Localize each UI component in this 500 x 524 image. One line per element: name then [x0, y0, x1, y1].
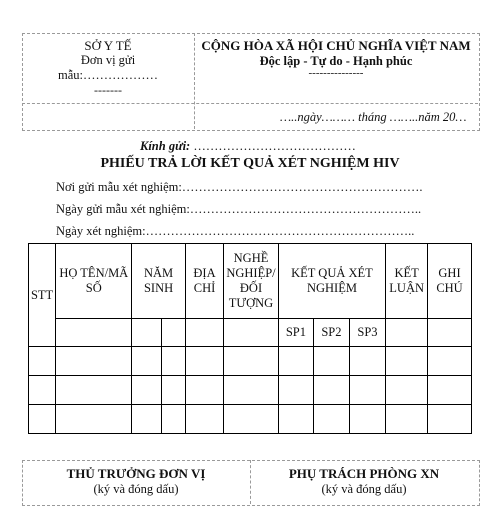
table-cell — [161, 319, 185, 347]
table-cell — [428, 405, 472, 434]
addressee-dots: ………………………………… — [193, 139, 356, 153]
table-row — [29, 376, 472, 405]
field-test-date — [56, 224, 414, 239]
table-cell — [428, 319, 472, 347]
right-signature-title: PHỤ TRÁCH PHÒNG XN — [288, 466, 440, 481]
right-signature-note: (ký và đóng dấu) — [321, 482, 407, 496]
field-sender — [56, 180, 423, 195]
table-cell — [56, 405, 132, 434]
org-name: SỞ Y TẾ — [84, 38, 132, 53]
table-cell — [428, 376, 472, 405]
table-row — [29, 405, 472, 434]
table-cell — [161, 347, 185, 376]
table-cell — [185, 347, 224, 376]
table-cell — [185, 319, 224, 347]
table-cell — [278, 376, 314, 405]
table-cell — [132, 347, 161, 376]
table-cell — [29, 376, 56, 405]
table-subheader-row — [29, 319, 472, 347]
left-signature-note: (ký và đóng dấu) — [93, 482, 179, 496]
field-label: Ngày xét nghiệm: — [56, 224, 146, 238]
table-cell — [29, 347, 56, 376]
field-label: Nơi gửi mẫu xét nghiệm: — [56, 180, 182, 194]
header-address: ĐỊA CHỈ — [185, 244, 224, 319]
field-dots: ……………………………………………………….. — [145, 224, 415, 238]
header-rule — [22, 103, 478, 104]
table-cell — [349, 347, 386, 376]
subheader-sp2: SP2 — [314, 319, 350, 347]
form-title: PHIẾU TRẢ LỜI KẾT QUẢ XÉT NGHIỆM HIV — [100, 156, 400, 171]
table-cell — [185, 405, 224, 434]
table-cell — [349, 376, 386, 405]
table-cell — [161, 376, 185, 405]
table-cell — [314, 405, 350, 434]
field-label: Ngày gửi mẫu xét nghiệm: — [56, 202, 190, 216]
motto: Độc lập - Tự do - Hạnh phúc — [259, 54, 413, 68]
table-cell — [386, 376, 428, 405]
table-cell — [278, 405, 314, 434]
motto-rule: --------------- — [308, 67, 364, 79]
table-cell — [349, 405, 386, 434]
table-cell — [185, 376, 224, 405]
table-cell — [224, 319, 278, 347]
subheader-sp1: SP1 — [278, 319, 314, 347]
table-cell — [224, 347, 278, 376]
results-table — [28, 243, 472, 434]
header-name: HỌ TÊN/MÃ SỐ — [56, 244, 132, 319]
table-row — [29, 347, 472, 376]
field-dots: ……………………………………………….. — [189, 202, 422, 216]
field-dots: …………………………………………………. — [181, 180, 423, 194]
left-signature-title: THỦ TRƯỞNG ĐƠN VỊ — [66, 466, 206, 481]
header-job: NGHỀ NGHIỆP/ ĐỐI TƯỢNG — [224, 244, 278, 319]
table-cell — [386, 405, 428, 434]
table-cell — [314, 376, 350, 405]
table-cell — [224, 376, 278, 405]
sample-dash: ------- — [94, 83, 122, 97]
addressee-line — [140, 139, 356, 154]
field-send-date — [56, 202, 421, 217]
date-line: …..ngày……… tháng ……..năm 20… — [280, 110, 467, 124]
table-cell — [386, 347, 428, 376]
table-cell — [132, 376, 161, 405]
table-cell — [56, 319, 132, 347]
table-cell — [56, 347, 132, 376]
table-cell — [314, 347, 350, 376]
table-cell — [224, 405, 278, 434]
table-header-row — [29, 244, 472, 319]
subheader-sp3: SP3 — [349, 319, 386, 347]
header-result: KẾT QUẢ XÉT NGHIỆM — [278, 244, 386, 319]
header-conclusion: KẾT LUẬN — [386, 244, 428, 319]
table-cell — [56, 376, 132, 405]
sample-label: mẫu:……………… — [58, 68, 158, 82]
sender-unit: Đơn vị gửi — [80, 53, 136, 67]
addressee-label: Kính gửi: — [140, 139, 191, 153]
table-cell — [161, 405, 185, 434]
table-cell — [278, 347, 314, 376]
header-note: GHI CHÚ — [428, 244, 472, 319]
header-birth-year: NĂM SINH — [132, 244, 185, 319]
table-cell — [386, 319, 428, 347]
country-title: CỘNG HÒA XÃ HỘI CHỦ NGHĨA VIỆT NAM — [201, 38, 471, 53]
table-cell — [29, 405, 56, 434]
header-stt: STT — [29, 244, 56, 347]
table-cell — [132, 319, 161, 347]
table-cell — [428, 347, 472, 376]
table-cell — [132, 405, 161, 434]
